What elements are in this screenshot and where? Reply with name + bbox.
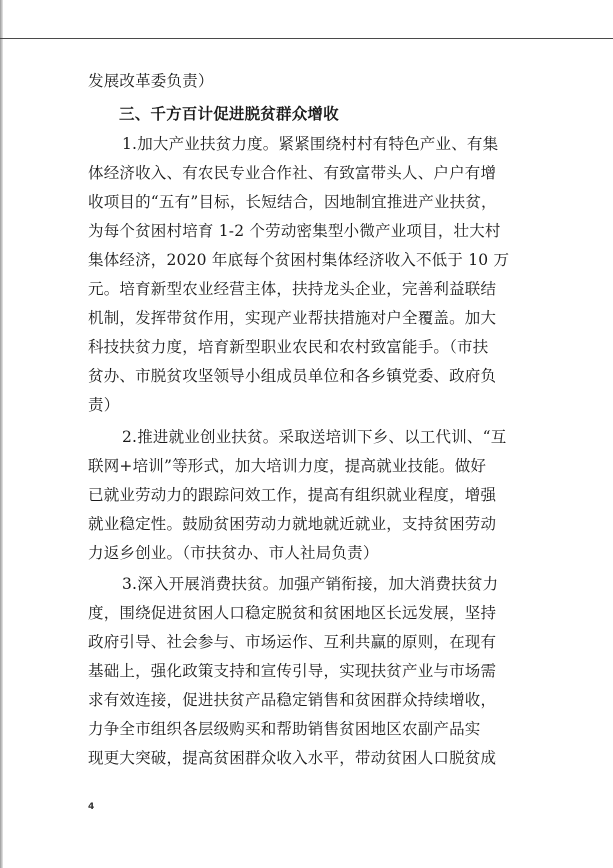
paragraph-1-line: 责） [88,396,120,414]
paragraph-3-line: 力争全市组织各层级购买和帮助销售贫困地区农副产品实 [88,720,481,738]
paragraph-1-line: 贫办、市脱贫攻坚领导小组成员单位和各乡镇党委、政府负 [88,367,497,385]
paragraph-1-line: 为每个贫困村培育 1-2 个劳动密集型小微产业项目，壮大村 [88,222,501,240]
paragraph-2-line: 2.推进就业创业扶贫。采取送培训下乡、以工代训、“互 [122,428,507,446]
paragraph-3-line: 基础上，强化政策支持和宣传引导，实现扶贫产业与市场需 [88,662,497,680]
scan-edge-shadow [0,0,3,868]
paragraph-3-line: 求有效连接，促进扶贫产品稳定销售和贫困群众持续增收， [88,691,497,709]
paragraph-2-line: 联网+培训”等形式，加大培训力度，提高就业技能。做好 [88,457,487,475]
paragraph-3-line: 政府引导、社会参与、市场运作、互利共赢的原则，在现有 [88,633,497,651]
paragraph-2-line: 已就业劳动力的跟踪问效工作，提高有组织就业程度，增强 [88,486,497,504]
header-rule [0,38,613,39]
continuation-line: 发展改革委负责） [88,72,214,90]
paragraph-1-line: 集体经济，2020 年底每个贫困村集体经济收入不低于 10 万 [88,251,510,269]
page-number: 4 [88,802,95,812]
paragraph-1-line: 体经济收入、有农民专业合作社、有致富带头人、户户有增 [88,164,497,182]
paragraph-1-line: 1.加大产业扶贫力度。紧紧围绕村村有特色产业、有集 [122,135,499,153]
paragraph-2-line: 力返乡创业。（市扶贫办、市人社局负责） [88,544,379,562]
paragraph-1-line: 机制，发挥带贫作用，实现产业帮扶措施对户全覆盖。加大 [88,309,497,327]
paragraph-1-line: 科技扶贫力度，培育新型职业农民和农村致富能手。（市扶 [88,338,489,356]
paragraph-1-line: 元。培育新型农业经营主体，扶持龙头企业，完善利益联结 [88,280,497,298]
paragraph-3-line: 现更大突破，提高贫困群众收入水平，带动贫困人口脱贫成 [88,749,497,767]
paragraph-1-line: 收项目的“五有”目标，长短结合，因地制宜推进产业扶贫， [88,193,497,211]
section-heading: 三、千方百计促进脱贫群众增收 [119,105,339,123]
paragraph-2-line: 就业稳定性。鼓励贫困劳动力就地就近就业，支持贫困劳动 [88,515,497,533]
paragraph-3-line: 度，围绕促进贫困人口稳定脱贫和贫困地区长远发展，坚持 [88,604,497,622]
paragraph-3-line: 3.深入开展消费扶贫。加强产销衔接，加大消费扶贫力 [122,575,499,593]
